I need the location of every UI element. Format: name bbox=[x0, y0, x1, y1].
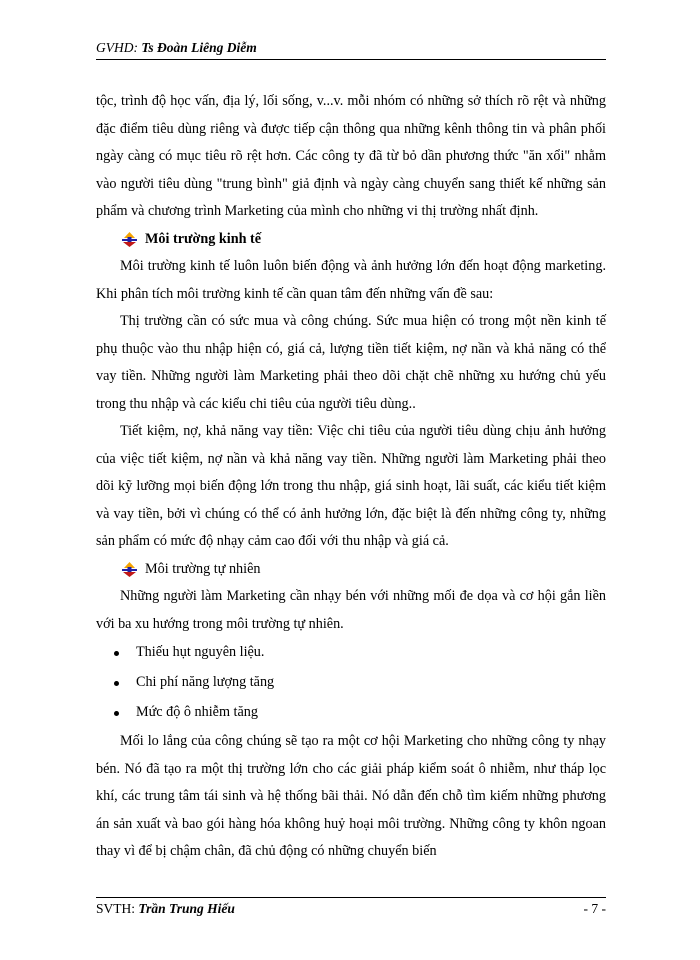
paragraph-natural-intro: Những người làm Marketing cần nhạy bén với những mối đe dọa và cơ hội gắn liền với ba xu hướng trong môi trường tự nhiên. bbox=[96, 588, 606, 632]
arrow-bullet-icon bbox=[122, 562, 137, 577]
list-item-text: Mức độ ô nhiễm tăng bbox=[136, 704, 258, 721]
list-item bbox=[96, 638, 606, 668]
arrow-bullet-icon bbox=[122, 232, 137, 247]
bullet-dot-icon bbox=[114, 681, 119, 686]
bullet-dot-icon bbox=[114, 651, 119, 656]
list-item bbox=[96, 668, 606, 698]
page-footer bbox=[96, 897, 606, 918]
paragraph-intro: tộc, trình độ học vấn, địa lý, lối sống, v...v. mỗi nhóm có những sở thích rõ rệt và những đặc điểm tiêu dùng riêng và được tiếp cận thông qua những kênh thông tin và phân phối ngày càng có mục tiêu rõ rệt hơn. Các công ty đã từ bỏ dần phương thức "ăn xổi" nhằm vào người tiêu dùng "trung bình" giả định và ngày càng chuyển sang thiết kế những sản phẩm và chương trình Marketing của mình cho những vi thị trường nhất định. bbox=[96, 93, 606, 219]
page-number: - 7 - bbox=[583, 901, 606, 916]
header-supervisor-name: Ts Đoàn Liêng Diễm bbox=[141, 40, 257, 55]
list-item-text: Thiếu hụt nguyên liệu. bbox=[136, 644, 265, 661]
paragraph-economic-intro: Môi trường kinh tế luôn luôn biến động và ảnh hưởng lớn đến hoạt động marketing. Khi phân tích môi trường kinh tế cần quan tâm đến những vấn đề sau: bbox=[96, 258, 606, 302]
paragraph-purchasing-power: Thị trường cần có sức mua và công chúng. Sức mua hiện có trong một nền kinh tế phụ thuộc vào thu nhập hiện có, giá cả, lượng tiền tiết kiệm, nợ nần và khả năng có thể vay tiền. Những người làm Marketing phải theo dõi chặt chẽ những xu hướng chủ yếu trong thu nhập và các kiểu chi tiêu của người tiêu dùng.. bbox=[96, 313, 606, 412]
list-item bbox=[96, 698, 606, 728]
header-label: GVHD: bbox=[96, 40, 138, 55]
section-heading-text: Môi trường kinh tế bbox=[145, 230, 262, 247]
section-heading-economic bbox=[96, 226, 606, 254]
footer-student-name: Trần Trung Hiếu bbox=[138, 901, 235, 916]
footer-author bbox=[96, 900, 235, 918]
section-heading-natural bbox=[96, 556, 606, 584]
document-body bbox=[96, 88, 606, 866]
list-item-text: Chi phí năng lượng tăng bbox=[136, 674, 275, 691]
page-header bbox=[96, 40, 606, 60]
bullet-dot-icon bbox=[114, 711, 119, 716]
paragraph-savings: Tiết kiệm, nợ, khả năng vay tiền: Việc chi tiêu của người tiêu dùng chịu ảnh hưởng của việc tiết kiệm, nợ nần và khả năng vay tiền. Những người làm Marketing phải theo dõi kỹ lưỡng mọi biến động lớn trong thu nhập, giá sinh hoạt, lãi suất, các kiểu tiết kiệm và vay tiền, bởi vì chúng có thể có ảnh hưởng lớn, đặc biệt là đến những công ty, những sản phẩm có mức độ nhạy cảm cao đối với thu nhập và giá cả. bbox=[96, 423, 606, 549]
paragraph-pollution: Mối lo lắng của công chúng sẽ tạo ra một cơ hội Marketing cho những công ty nhạy bén. Nó đã tạo ra một thị trường lớn cho các giải pháp kiểm soát ô nhiễm, như tháp lọc khí, các trung tâm tái sinh và hệ thống bãi thải. Nó dẫn đến chỗ tìm kiếm những phương án sản xuất và bao gói hàng hóa không huỷ hoại môi trường. Những công ty khôn ngoan thay vì để bị chậm chân, đã chủ động có những chuyển biến bbox=[96, 733, 606, 859]
section-heading-text: Môi trường tự nhiên bbox=[145, 560, 261, 577]
footer-label: SVTH: bbox=[96, 901, 136, 916]
